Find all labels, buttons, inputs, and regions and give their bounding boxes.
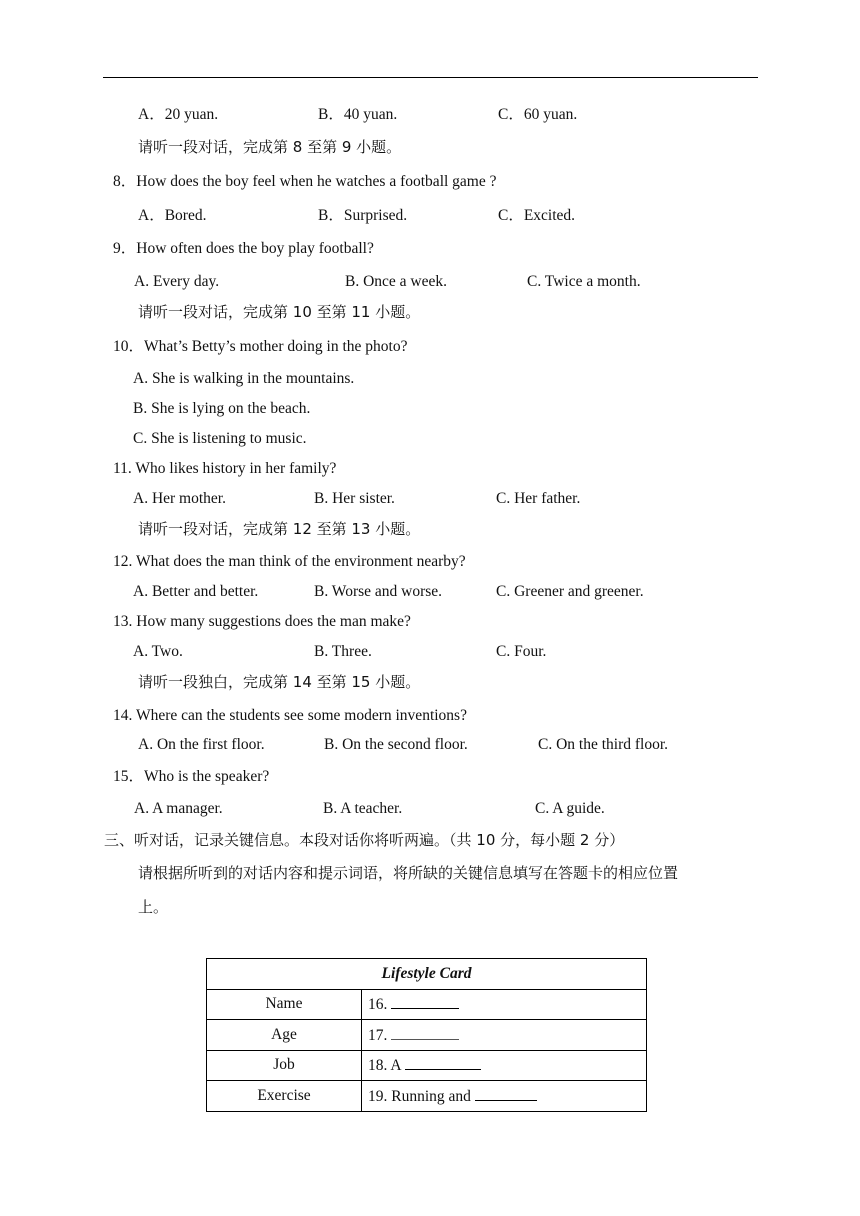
table-row	[207, 989, 647, 1020]
q14-option-a[interactable]: A. On the first floor.	[138, 736, 265, 753]
q7-option-a[interactable]: A．20 yuan.	[138, 106, 219, 123]
answer-blank-18[interactable]	[405, 1055, 481, 1070]
q9-option-c[interactable]: C. Twice a month.	[527, 273, 641, 290]
section-3-instruction-line-2: 上。	[138, 898, 169, 916]
question-11: 11. Who likes history in her family?	[113, 460, 337, 477]
question-12: 12. What does the man think of the environment nearby?	[113, 553, 466, 570]
lifestyle-card-table	[206, 958, 647, 1112]
q7-option-b[interactable]: B．40 yuan.	[318, 106, 398, 123]
lifestyle-card-title: Lifestyle Card	[207, 959, 647, 990]
table-row	[207, 1020, 647, 1051]
q14-option-c[interactable]: C. On the third floor.	[538, 736, 669, 753]
q12-option-c[interactable]: C. Greener and greener.	[496, 583, 644, 600]
q15-option-b[interactable]: B. A teacher.	[323, 800, 403, 817]
q8-option-b[interactable]: B．Surprised.	[318, 207, 408, 224]
q9-option-b[interactable]: B. Once a week.	[345, 273, 447, 290]
q8-option-a[interactable]: A．Bored.	[138, 207, 207, 224]
row-label-exercise: Exercise	[207, 1081, 362, 1112]
blank-16-number: 16.	[368, 996, 388, 1014]
section-3-heading: 三、听对话，记录关键信息。本段对话你将听两遍。（共 10 分，每小题 2 分）	[104, 831, 625, 849]
question-15: 15．Who is the speaker?	[113, 768, 270, 785]
header-rule	[103, 77, 758, 78]
q10-option-c[interactable]: C. She is listening to music.	[133, 430, 307, 447]
q7-option-c[interactable]: C．60 yuan.	[498, 106, 578, 123]
table-row	[207, 1050, 647, 1081]
intro-14-15: 请听一段独白，完成第 14 至第 15 小题。	[138, 673, 421, 691]
row-label-job: Job	[207, 1050, 362, 1081]
q13-option-a[interactable]: A. Two.	[133, 643, 183, 660]
section-3-instruction-line-1: 请根据所听到的对话内容和提示词语，将所缺的关键信息填写在答题卡的相应位置	[138, 864, 679, 882]
intro-12-13: 请听一段对话，完成第 12 至第 13 小题。	[138, 520, 421, 538]
blank-19-prefix: 19. Running and	[368, 1087, 471, 1105]
q11-option-a[interactable]: A. Her mother.	[133, 490, 226, 507]
answer-blank-19[interactable]	[475, 1086, 537, 1101]
q11-option-c[interactable]: C. Her father.	[496, 490, 581, 507]
answer-blank-17[interactable]	[391, 1025, 459, 1040]
question-13: 13. How many suggestions does the man make?	[113, 613, 411, 630]
table-row	[207, 1081, 647, 1112]
intro-10-11: 请听一段对话，完成第 10 至第 11 小题。	[138, 303, 421, 321]
row-value-job[interactable]	[362, 1050, 647, 1081]
answer-blank-16[interactable]	[391, 994, 459, 1009]
table-header-row	[207, 959, 647, 990]
q13-option-b[interactable]: B. Three.	[314, 643, 372, 660]
row-value-exercise[interactable]	[362, 1081, 647, 1112]
q8-option-c[interactable]: C．Excited.	[498, 207, 576, 224]
row-value-name[interactable]	[362, 989, 647, 1020]
q14-option-b[interactable]: B. On the second floor.	[324, 736, 468, 753]
blank-18-prefix: 18. A	[368, 1057, 401, 1075]
row-value-age[interactable]	[362, 1020, 647, 1051]
q12-option-b[interactable]: B. Worse and worse.	[314, 583, 443, 600]
blank-17-number: 17.	[368, 1026, 388, 1044]
q11-option-b[interactable]: B. Her sister.	[314, 490, 395, 507]
row-label-name: Name	[207, 989, 362, 1020]
q15-option-a[interactable]: A. A manager.	[134, 800, 223, 817]
q10-option-a[interactable]: A. She is walking in the mountains.	[133, 370, 355, 387]
intro-8-9: 请听一段对话，完成第 8 至第 9 小题。	[138, 138, 402, 156]
q10-option-b[interactable]: B. She is lying on the beach.	[133, 400, 311, 417]
question-9: 9．How often does the boy play football?	[113, 240, 374, 257]
q13-option-c[interactable]: C. Four.	[496, 643, 547, 660]
question-14: 14. Where can the students see some modern inventions?	[113, 707, 467, 724]
q15-option-c[interactable]: C. A guide.	[535, 800, 605, 817]
q12-option-a[interactable]: A. Better and better.	[133, 583, 259, 600]
question-8: 8．How does the boy feel when he watches a football game ?	[113, 173, 497, 190]
row-label-age: Age	[207, 1020, 362, 1051]
question-10: 10．What’s Betty’s mother doing in the photo?	[113, 338, 408, 355]
q9-option-a[interactable]: A. Every day.	[134, 273, 220, 290]
